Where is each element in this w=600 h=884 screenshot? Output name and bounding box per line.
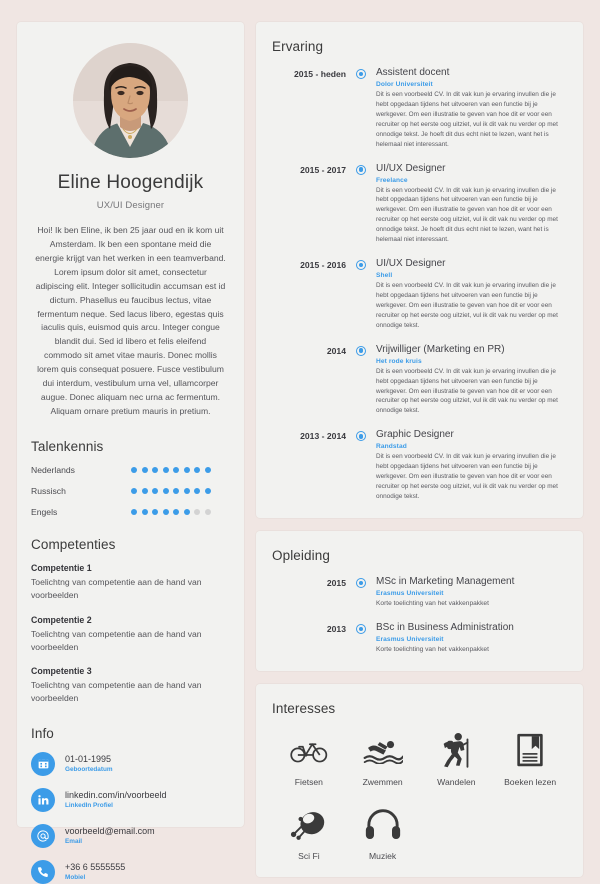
language-row [31,465,230,475]
experience-org: Het rode kruis [376,357,422,365]
info-text [65,754,113,773]
language-row [31,486,230,496]
swimmer-icon [363,729,403,771]
competency-title: Competentie 2 [31,614,92,625]
experience-date: 2013 - 2014 [300,431,346,442]
calendar-icon [31,752,55,776]
experience-job-title: UI/UX Designer [376,258,446,270]
language-label: Nederlands [31,464,75,475]
info-row-birthdate [31,752,230,776]
info-text [65,826,155,845]
experience-card [256,22,583,518]
experience-job-title: Vrijwilliger (Marketing en PR) [376,343,505,355]
experience-body [376,67,567,150]
experience-org: Dolor Universiteit [376,81,433,88]
competency-title: Competentie 3 [31,666,92,677]
phone-icon [31,860,55,884]
avatar [73,43,188,158]
experience-date: 2014 [326,345,346,356]
right-column [256,22,583,862]
competency-desc: Toelichtng van competentie aan de hand van voorbeelden [31,576,202,601]
language-rating [131,488,211,494]
interest-item [346,803,420,861]
experience-item [272,429,567,502]
interests-grid [272,729,567,861]
experience-item [272,67,567,150]
at-email-icon [31,824,55,848]
education-school: Erasmus Universiteit [376,589,444,597]
info-text [65,790,167,809]
experience-org: Shell [376,272,393,280]
education-desc: Korte toelichting van het vakkenpakket [376,646,489,654]
education-title: Opleiding [272,547,330,563]
info-value: linkedin.com/in/voorbeeld [65,790,167,801]
info-list [31,752,230,884]
experience-date: 2015 - heden [293,69,346,79]
experience-item [272,258,567,331]
experience-desc: Dit is een voorbeeld CV. In dit vak kun je ervaring invullen die je hebt opgedaan tijdens het uitvoeren van een functie bij je werkgever. Om een illustratie te geven van hoe dit er voor een recruiter op het eerste oog uitziet, vul ik dit vak nu verder op met onnodige tekst. [376,367,558,415]
experience-desc: Dit is een voorbeeld CV. In dit vak kun je ervaring invullen die je hebt opgedaan tijdens het uitvoeren van een functie bij je werkgever. Om een illustratie te geven van hoe dit er voor een recruiter op het eerste oog uitziet, vul ik dit vak nu verder op met onnodige tekst. [376,453,558,500]
linkedin-icon [31,788,55,812]
info-title: Info [31,725,54,741]
info-row-email[interactable] [31,824,230,848]
interest-item [420,729,494,787]
profile-card [17,22,244,882]
competency-item [31,615,230,655]
photo-wrapper [31,43,230,158]
interest-label: Fietsen [294,777,323,788]
experience-body [376,258,567,331]
education-school: Erasmus Universiteit [376,636,444,644]
language-rating [131,509,211,515]
interest-label: Boeken lezen [504,777,557,788]
education-item [272,576,567,609]
spaceship-icon [289,803,329,845]
competency-title: Competentie 1 [31,562,92,573]
experience-body [376,163,567,246]
competency-desc: Toelichtng van competentie aan de hand van voorbeelden [31,680,202,704]
language-label: Engels [31,506,58,517]
experience-desc: Dit is een voorbeeld CV. In dit vak kun je ervaring invullen die je hebt opgedaan tijdens het uitvoeren van een functie bij je werkgever. Om een illustratie te geven van hoe dit er voor een recruiter op het eerste oog uitziet, vul ik dit vak nu verder op met onnodige tekst. Je hoeft dit dus echt niet te lezen, want het is helemaal niet interessant. [376,186,558,244]
interest-item [493,729,567,787]
experience-job-title: Graphic Designer [376,429,454,441]
experience-body [376,429,567,502]
info-label: Geboortedatum [65,766,113,774]
education-body [376,622,567,655]
education-degree: MSc in Marketing Management [376,575,515,587]
experience-job-title: Assistent docent [376,67,450,78]
experience-title: Ervaring [272,39,324,54]
timeline-marker-icon [346,622,376,655]
education-desc: Korte toelichting van het vakkenpakket [376,599,489,607]
timeline-marker-icon [346,429,376,502]
profile-bio: Hoi! Ik ben Eline, ik ben 25 jaar oud en ik kom uit Amsterdam. Ik ben een spontane meid die energie krijgt van het werken in een teamverband. Lorem ipsum dolor sit amet, consectetur adipiscing elit. Integer sollicitudin accumsan est id dictum. Phasellus eu faucibus lectus, vitae fermentum neque. Sed lacus libero, egestas quis iaculis quis, euismod quis arcu. Integer congue blandit dui. Sed id libero et felis eleifend commodo sit amet vitae mauris. Donec mollis lorem quis consequat posuere. Fusce vestibulum dui interdum, vestibulum urna vel, ullamcorper augue. Donec aliquam nec urna ac fermentum. Aliquam ornare pretium mauris in pretium. [35,225,226,416]
info-row-phone[interactable] [31,860,230,884]
experience-desc: Dit is een voorbeeld CV. In dit vak kun je ervaring invullen die je hebt opgedaan tijdens het uitvoeren van een functie bij je werkgever. Om een illustratie te geven van hoe dit er voor een recruiter op het eerste oog uitziet, vul ik dit vak nu verder op met onnodige tekst. Je hoeft dit dus echt niet te lezen, want het is helemaal niet interessant. [376,91,558,148]
info-label: LinkedIn Profiel [65,802,113,810]
education-date: 2015 [326,577,346,588]
timeline-marker-icon [346,576,376,609]
interest-label: Wandelen [437,777,476,788]
competency-item [31,563,230,603]
experience-org: Freelance [376,176,408,184]
page-title: Eline Hoogendijk [57,172,204,193]
left-column [17,22,244,882]
headphones-icon [365,803,401,845]
experience-date: 2015 - 2017 [300,164,346,175]
experience-item [272,163,567,246]
interest-label: Muziek [369,851,397,862]
interest-item [272,729,346,787]
info-value: voorbeeld@email.com [65,826,155,837]
interests-title: Interesses [272,701,336,717]
info-row-linkedin[interactable] [31,788,230,812]
info-label: Email [65,838,83,846]
profile-role: UX/UI Designer [96,200,165,211]
hiker-icon [441,729,471,771]
bicycle-icon [290,729,328,771]
competency-item [31,666,230,706]
info-label: Mobiel [65,874,86,882]
language-rating [131,467,211,473]
timeline-marker-icon [346,163,376,246]
interest-item [346,729,420,787]
experience-item [272,344,567,417]
education-body [376,576,567,609]
experience-org: Randstad [376,443,407,451]
interest-item [272,803,346,861]
languages-list [31,465,230,517]
education-card [256,531,583,671]
interest-label: Zwemmen [362,777,403,788]
experience-desc: Dit is een voorbeeld CV. In dit vak kun je ervaring invullen die je hebt opgedaan tijdens het uitvoeren van een functie bij je werkgever. Om een illustratie te geven van hoe dit er voor een recruiter op het eerste oog uitziet, vul ik dit vak nu verder op met onnodige tekst. [376,282,558,329]
timeline-marker-icon [346,258,376,331]
experience-date: 2015 - 2016 [300,260,346,271]
info-value: 01-01-1995 [65,754,112,765]
experience-body [376,344,567,417]
language-label: Russisch [31,485,66,496]
competencies-title: Competenties [31,536,116,552]
competency-desc: Toelichtng van competentie aan de hand van voorbeelden [31,628,202,652]
book-icon [516,729,544,771]
language-row [31,507,230,517]
timeline-marker-icon [346,344,376,417]
education-item [272,622,567,655]
interest-label: Sci Fi [298,851,320,862]
timeline-marker-icon [346,67,376,150]
info-value: +36 6 5555555 [65,862,126,873]
education-date: 2013 [326,624,346,635]
languages-title: Talenkennis [31,438,104,454]
competencies-list [31,563,230,706]
education-degree: BSc in Business Administration [376,622,514,634]
experience-job-title: UI/UX Designer [376,162,446,174]
interests-card [256,684,583,877]
info-text [65,862,125,881]
